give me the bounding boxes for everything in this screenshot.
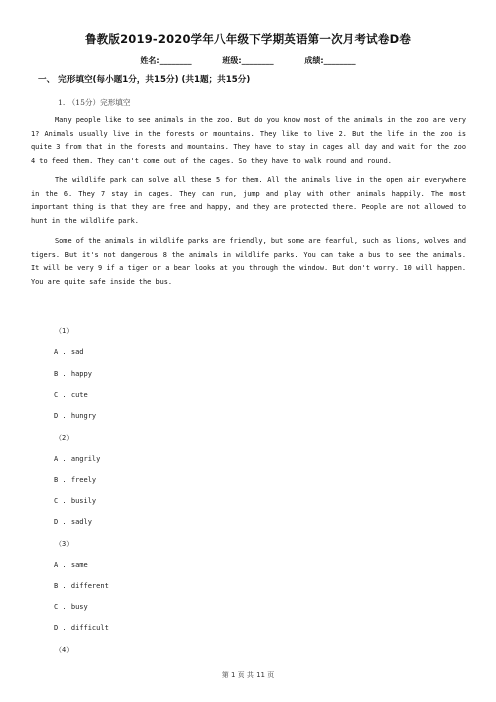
option-a: A . sad — [54, 348, 84, 356]
sub-question-number: （4） — [55, 646, 74, 654]
score-field: 成绩:________ — [304, 56, 356, 65]
option-d: D . sadly — [54, 518, 92, 526]
option-d: D . hungry — [54, 412, 97, 420]
option-c: C . busily — [54, 497, 97, 505]
exam-title: 鲁教版2019-2020学年八年级下学期英语第一次月考试卷D卷 — [84, 32, 412, 46]
sub-question-number: （2） — [55, 434, 74, 442]
option-c: C . cute — [54, 391, 88, 399]
passage-paragraph-3: Some of the animals in wildlife parks are friendly, but some are fearful, such as lions, wolves and tigers. But it's not dangerous 8 the animals in wildlife parks. You can take a bus to see the animals. It will be very 9 if a tiger or a bear looks at you through the window. But don't worry. 10 will happen. You are quite safe inside the bus. — [31, 237, 466, 286]
section-heading: 一、 完形填空(每小题1分，共15分) (共1题；共15分) — [38, 75, 251, 85]
option-b: B . happy — [54, 370, 92, 378]
option-b: B . freely — [54, 476, 97, 484]
name-field: 姓名:________ — [140, 56, 192, 65]
question-heading: 1. （15分）完形填空 — [58, 98, 131, 107]
student-info-row — [0, 55, 496, 66]
option-a: A . same — [54, 561, 88, 569]
option-d: D . difficult — [54, 624, 109, 632]
option-c: C . busy — [54, 603, 88, 611]
passage-paragraph-2: The wildlife park can solve all these 5 for them. All the animals live in the open air everywhere in the 6. They 7 stay in cages. They can run, jump and play with other animals happily. The most important thing is that they are free and happy, and they are protected there. People are not allowed to hunt in the wildlife park. — [31, 176, 466, 225]
page-footer: 第 1 页 共 11 页 — [221, 671, 275, 679]
passage-paragraph-1: Many people like to see animals in the zoo. But do you know most of the animals in the zoo are very 1? Animals usually live in the forests or mountains. They like to live 2. But the life in the zoo is quite 3 from that in the forests and mountains. They have to stay in cages all day and wait for the zoo 4 to feed them. They can't come out of the cages. So they have to walk round and round. — [31, 116, 466, 165]
class-field: 班级:________ — [222, 56, 274, 65]
option-b: B . different — [54, 582, 109, 590]
sub-question-number: （3） — [55, 540, 74, 548]
option-a: A . angrily — [54, 455, 101, 463]
sub-question-number: （1） — [55, 327, 74, 335]
